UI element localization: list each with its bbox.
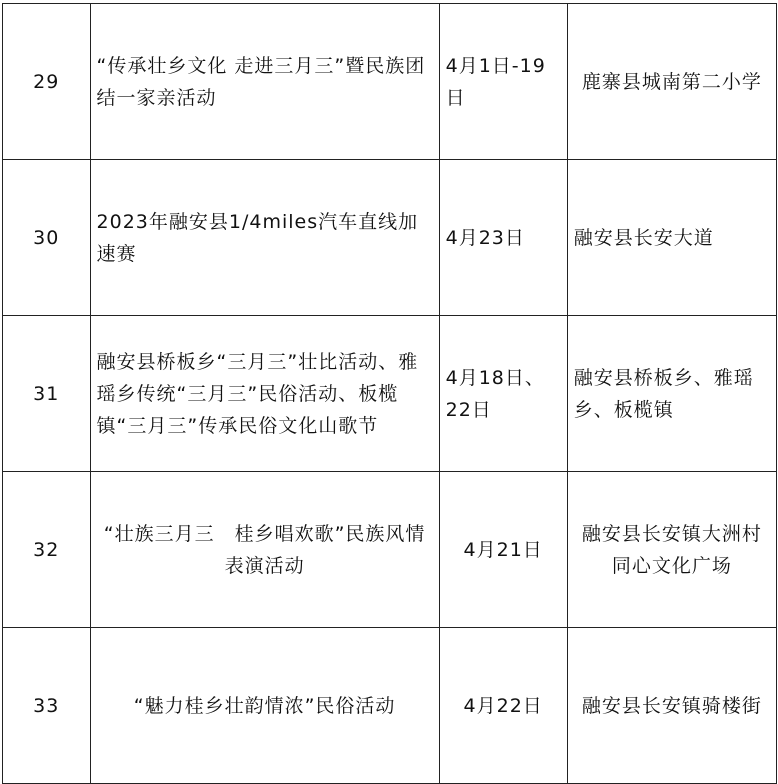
event-date: 4月22日 xyxy=(439,628,567,784)
table-row xyxy=(3,472,777,628)
event-name: “传承壮乡文化 走进三月三”暨民族团结一家亲活动 xyxy=(90,4,439,160)
event-place: 融安县桥板乡、雅瑶乡、板榄镇 xyxy=(567,316,776,472)
table-row xyxy=(3,160,777,316)
event-date: 4月21日 xyxy=(439,472,567,628)
event-place: 融安县长安镇骑楼街 xyxy=(567,628,776,784)
event-name: 2023年融安县1/4miles汽车直线加速赛 xyxy=(90,160,439,316)
row-number: 33 xyxy=(3,628,91,784)
row-number: 30 xyxy=(3,160,91,316)
table-row xyxy=(3,628,777,784)
table-row xyxy=(3,4,777,160)
event-place: 鹿寨县城南第二小学 xyxy=(567,4,776,160)
events-table xyxy=(2,3,777,784)
row-number: 29 xyxy=(3,4,91,160)
event-place: 融安县长安大道 xyxy=(567,160,776,316)
event-date: 4月23日 xyxy=(439,160,567,316)
row-number: 31 xyxy=(3,316,91,472)
event-place: 融安县长安镇大洲村同心文化广场 xyxy=(567,472,776,628)
event-date: 4月1日-19日 xyxy=(439,4,567,160)
row-number: 32 xyxy=(3,472,91,628)
event-name: “魅力桂乡壮韵情浓”民俗活动 xyxy=(90,628,439,784)
event-name: 融安县桥板乡“三月三”壮比活动、雅瑶乡传统“三月三”民俗活动、板榄镇“三月三”传承民俗文化山歌节 xyxy=(90,316,439,472)
event-date: 4月18日、22日 xyxy=(439,316,567,472)
table-row xyxy=(3,316,777,472)
event-name: “壮族三月三 桂乡唱欢歌”民族风情表演活动 xyxy=(90,472,439,628)
